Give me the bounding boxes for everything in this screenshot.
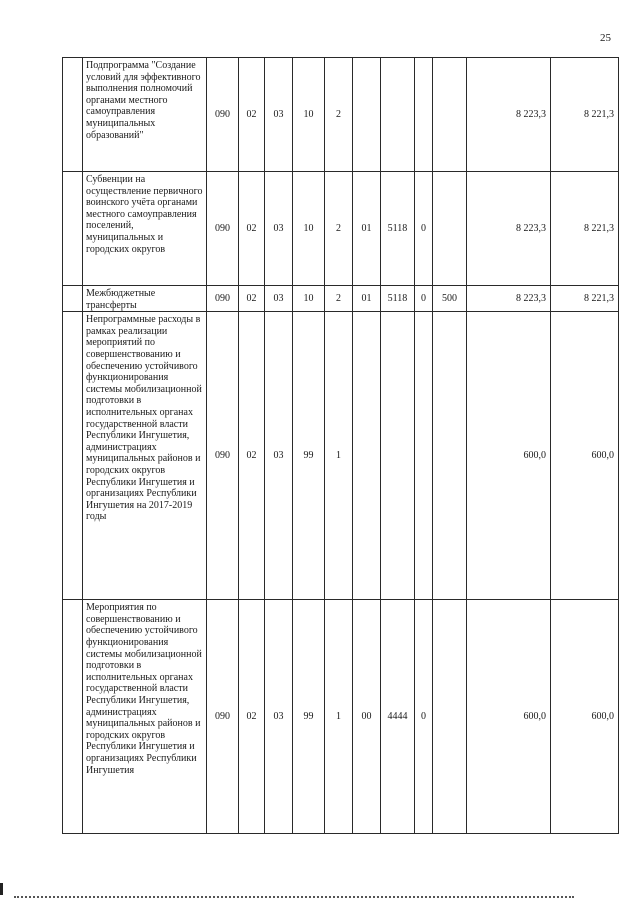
expense-type-code-cell [433,600,467,834]
section-code-cell: 02 [239,58,265,172]
program-code-cell: 10 [293,172,325,286]
row-number-cell [63,286,83,312]
extra-code-cell [415,312,433,600]
direction-code-cell: 5118 [381,286,415,312]
subprogram-code-cell: 1 [325,312,353,600]
row-number-cell [63,172,83,286]
expense-type-code-cell: 500 [433,286,467,312]
expense-type-code-cell [433,58,467,172]
gov-code-cell: 090 [207,58,239,172]
section-code-cell: 02 [239,312,265,600]
subprogram-code-cell: 2 [325,172,353,286]
section-code-cell: 02 [239,600,265,834]
program-code-cell: 99 [293,600,325,834]
subsection-code-cell: 03 [265,286,293,312]
gov-code-cell: 090 [207,172,239,286]
direction-code-cell: 5118 [381,172,415,286]
direction-code-cell: 4444 [381,600,415,834]
table-row [63,600,619,834]
subsection-code-cell: 03 [265,172,293,286]
extra-code-cell [415,58,433,172]
gov-code-cell: 090 [207,286,239,312]
extra-code-cell: 0 [415,286,433,312]
event-code-cell [353,312,381,600]
row-name-cell: Мероприятия по совершенствованию и обеспечению устойчивого функционирования системы мобилизационной подготовки в исполнительных органах государственной власти Республики Ингушетия, администрациях муниципальных районов и городских округов Республики Ингушетия и организациях Республики Ингушетия [83,600,207,834]
extra-code-cell: 0 [415,172,433,286]
sum-2019-cell: 8 221,3 [551,286,619,312]
table-row [63,286,619,312]
row-number-cell [63,600,83,834]
row-name-cell: Субвенции на осуществление первичного воинского учёта органами местного самоуправления поселений, муниципальных и городских округов [83,172,207,286]
row-number-cell [63,312,83,600]
program-code-cell: 10 [293,286,325,312]
subprogram-code-cell: 1 [325,600,353,834]
event-code-cell: 00 [353,600,381,834]
section-code-cell: 02 [239,286,265,312]
sum-2018-cell: 8 223,3 [467,58,551,172]
row-name-cell: Непрограммные расходы в рамках реализации мероприятий по совершенствованию и обеспечению устойчивого функционирования системы мобилизационной подготовки в исполнительных органах государственной власти Республики Ингушетия, администрациях муниципальных районов и городских округов Республики Ингушетия и организациях Республики Ингушетия на 2017-2019 годы [83,312,207,600]
section-code-cell: 02 [239,172,265,286]
page-number: 25 [600,32,611,44]
margin-mark [0,883,3,895]
extra-code-cell: 0 [415,600,433,834]
subprogram-code-cell: 2 [325,286,353,312]
budget-table [62,57,619,834]
subsection-code-cell: 03 [265,600,293,834]
table-row [63,58,619,172]
subsection-code-cell: 03 [265,58,293,172]
event-code-cell: 01 [353,172,381,286]
expense-type-code-cell [433,312,467,600]
subprogram-code-cell: 2 [325,58,353,172]
sum-2019-cell: 600,0 [551,312,619,600]
sum-2019-cell: 600,0 [551,600,619,834]
direction-code-cell [381,312,415,600]
sum-2018-cell: 600,0 [467,600,551,834]
table-row [63,172,619,286]
sum-2018-cell: 8 223,3 [467,172,551,286]
row-number-cell [63,58,83,172]
sum-2018-cell: 8 223,3 [467,286,551,312]
row-name-cell: Межбюджетные трансферты [83,286,207,312]
event-code-cell: 01 [353,286,381,312]
sum-2018-cell: 600,0 [467,312,551,600]
sum-2019-cell: 8 221,3 [551,172,619,286]
expense-type-code-cell [433,172,467,286]
direction-code-cell [381,58,415,172]
gov-code-cell: 090 [207,312,239,600]
program-code-cell: 10 [293,58,325,172]
program-code-cell: 99 [293,312,325,600]
subsection-code-cell: 03 [265,312,293,600]
sum-2019-cell: 8 221,3 [551,58,619,172]
event-code-cell [353,58,381,172]
table-row [63,312,619,600]
bottom-edge-line [14,896,574,898]
gov-code-cell: 090 [207,600,239,834]
row-name-cell: Подпрограмма "Создание условий для эффективного выполнения полномочий органами местного самоуправления муниципальных образований" [83,58,207,172]
